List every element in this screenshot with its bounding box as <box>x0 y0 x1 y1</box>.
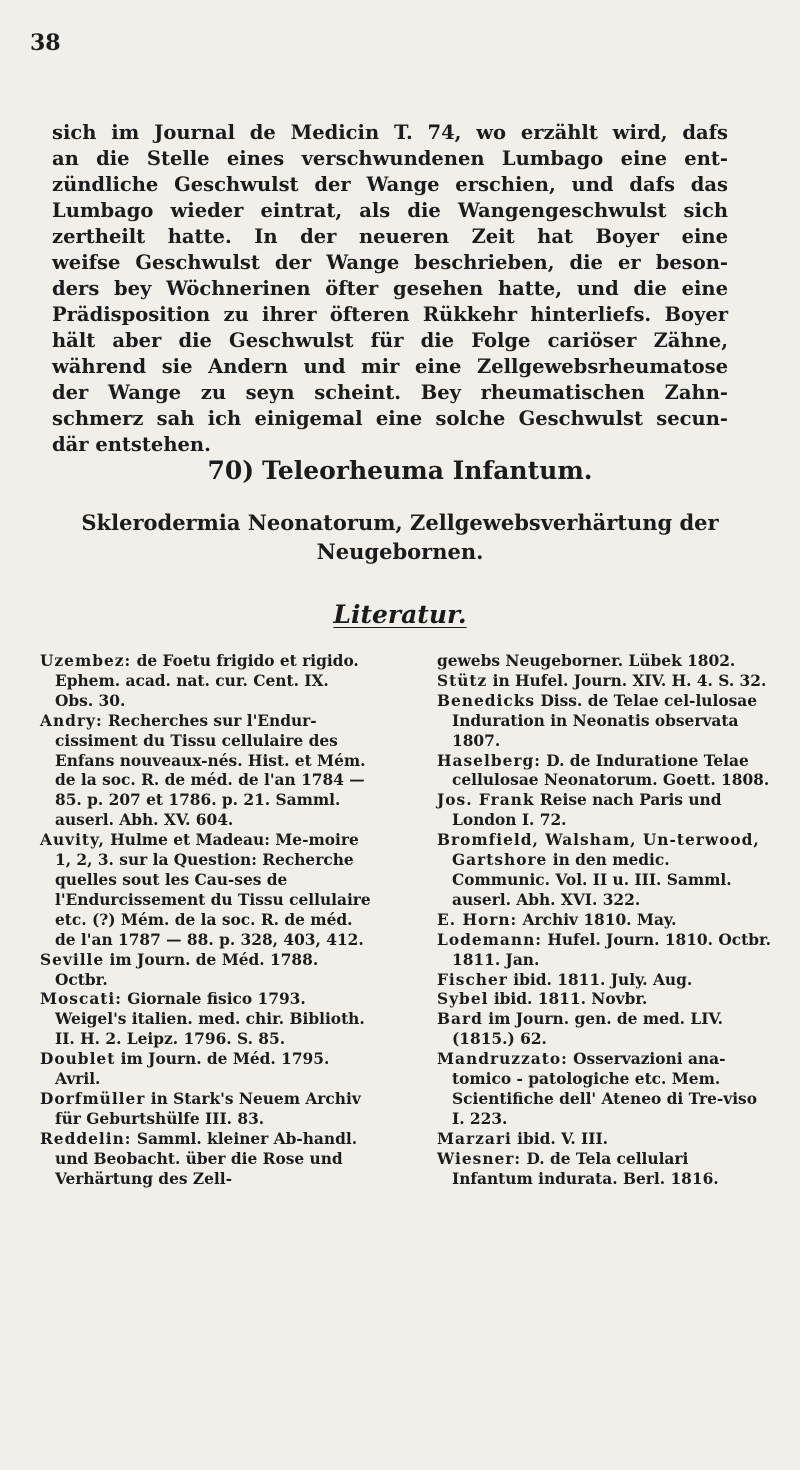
reference-entry <box>437 931 773 971</box>
body-line: Prädisposition zu ihrer öfteren Rükkehr hinterliefs. Boyer <box>52 303 728 326</box>
reference-entry <box>437 791 773 831</box>
reference-text: ibid. V. III. <box>511 1129 609 1148</box>
reference-text: Samml. kleiner Ab-handl. und Beobacht. über die Rose und Verhärtung des Zell- <box>55 1129 358 1188</box>
body-line: ders bey Wöchnerinen öfter gesehen hatte, und die eine <box>52 277 728 300</box>
reference-text: in den medic. Communic. Vol. II u. III. Samml. auserl. Abh. XVI. 322. <box>452 851 732 909</box>
section-title-text: Teleorheuma Infantum. <box>262 456 593 485</box>
literature-column-right <box>437 652 773 1189</box>
reference-entry <box>437 1050 773 1130</box>
reference-text: im Journ. de Méd. 1795. Avril. <box>55 1050 330 1089</box>
reference-text: Giornale fisico 1793. Weigel's italien. med. chir. Biblioth. II. H. 2. Leipz. 1796. S. 85. <box>55 990 365 1049</box>
reference-text: D. de Tela cellulari Infantum indurata. Berl. 1816. <box>452 1149 719 1188</box>
reference-text: Archiv 1810. May. <box>517 910 677 929</box>
reference-author: Fischer <box>437 970 508 989</box>
literature-column-left <box>40 652 372 1189</box>
body-line: där entstehen. <box>52 433 211 456</box>
reference-author: Stütz <box>437 671 488 690</box>
body-line: hält aber die Geschwulst für die Folge cariöser Zähne, <box>52 329 728 352</box>
reference-author: Dorfmüller <box>40 1089 146 1108</box>
reference-entry <box>437 911 773 931</box>
body-line: weifse Geschwulst der Wange beschrieben, die er beson- <box>52 251 728 274</box>
reference-author: Seville <box>40 950 105 969</box>
reference-text: in Hufel. Journ. XIV. H. 4. S. 32. <box>487 671 767 690</box>
body-line: zertheilt hatte. In der neueren Zeit hat Boyer eine <box>52 225 728 248</box>
reference-entry <box>437 1150 773 1190</box>
reference-text: de Foetu frigido et rigido. Ephem. acad. nat. cur. Cent. IX. Obs. 30. <box>55 652 359 710</box>
reference-entry <box>40 652 372 712</box>
reference-author: Wiesner: <box>437 1149 522 1168</box>
body-paragraph <box>52 120 728 458</box>
reference-entry <box>437 692 773 752</box>
reference-text: Reise nach Paris und London I. 72. <box>452 791 722 830</box>
subtitle-line: Sklerodermia Neonatorum, Zellgewebsverhärtung der <box>81 510 719 535</box>
reference-author: Auvity, <box>40 831 105 850</box>
reference-author: Mandruzzato: <box>437 1050 568 1069</box>
reference-entry <box>437 971 773 991</box>
reference-entry <box>40 951 372 991</box>
reference-text: ibid. 1811. July. Aug. <box>507 970 693 989</box>
reference-entry <box>437 1010 773 1050</box>
reference-entry <box>40 1090 372 1130</box>
reference-author: Reddelin: <box>40 1129 132 1148</box>
reference-entry <box>437 831 773 911</box>
reference-text: Osservazioni ana-tomico - patologiche etc. Mem. Scientifiche dell' Ateneo di Tre-viso I. 223. <box>452 1050 757 1128</box>
reference-text: in Stark's Neuem Archiv für Geburtshülfe III. 83. <box>55 1089 361 1128</box>
reference-author: Marzari <box>437 1129 512 1148</box>
reference-author: Bromfield, Walsham, Un-terwood, Gartshore <box>437 831 760 870</box>
reference-author: Uzembez: <box>40 652 132 670</box>
reference-text: Diss. de Telae cel-lulosae Induration in Neonatis observata 1807. <box>452 691 758 750</box>
reference-entry <box>437 990 773 1010</box>
body-line: an die Stelle eines verschwundenen Lumbago eine ent- <box>52 147 728 170</box>
body-line: zündliche Geschwulst der Wange erschien, und dafs das <box>52 173 728 196</box>
reference-entry <box>437 652 773 672</box>
reference-author: Sybel <box>437 990 489 1009</box>
reference-text: im Journ. de Méd. 1788. Octbr. <box>55 950 319 989</box>
section-title <box>0 456 800 485</box>
reference-entry <box>40 712 372 831</box>
body-line: während sie Andern und mir eine Zellgewebsrheumatose <box>52 355 728 378</box>
reference-text: D. de Induratione Telae cellulosae Neonatorum. Goett. 1808. <box>452 751 770 790</box>
subtitle-line: Neugebornen. <box>316 539 484 564</box>
reference-entry <box>40 831 372 950</box>
reference-entry <box>437 752 773 792</box>
reference-author: Benedicks <box>437 691 536 710</box>
reference-text: ibid. 1811. Novbr. <box>488 990 648 1009</box>
reference-author: Haselberg: <box>437 751 541 770</box>
body-line: sich im Journal de Medicin T. 74, wo erzählt wird, dafs <box>52 121 728 144</box>
section-number: 70) <box>207 456 255 485</box>
reference-text: Hulme et Madeau: Me-moire 1, 2, 3. sur la Question: Recherche quelles sout les Cau-ses de l'Endurcissement du Tissu cellulaire etc. (?) Mém. de la soc. R. de méd. de l'an 1787 — 88. p. 328, 403, 412. <box>55 831 371 949</box>
page-number: 38 <box>30 30 61 56</box>
reference-text: im Journ. gen. de med. LIV. (1815.) 62. <box>452 1010 724 1049</box>
reference-entry <box>40 1050 372 1090</box>
section-subtitle <box>40 508 760 566</box>
reference-text: Hufel. Journ. 1810. Octbr. 1811. Jan. <box>452 930 772 969</box>
reference-text: gewebs Neugeborner. Lübek 1802. <box>437 652 736 670</box>
reference-entry <box>40 1130 372 1190</box>
literature-heading: Literatur. <box>333 600 467 629</box>
reference-author: Doublet <box>40 1050 116 1069</box>
reference-author: Jos. Frank <box>437 791 535 810</box>
reference-author: E. Horn: <box>437 910 518 929</box>
reference-text: Recherches sur l'Endur-cissiment du Tissu cellulaire des Enfans nouveaux-nés. Hist. et Mém. de la soc. R. de méd. de l'an 1784 — 85. p. 207 et 1786. p. 21. Samml. auserl. Abh. XV. 604. <box>55 711 366 830</box>
reference-author: Lodemann: <box>437 930 542 949</box>
body-line: Lumbago wieder eintrat, als die Wangengeschwulst sich <box>52 199 728 222</box>
reference-author: Andry: <box>40 711 103 730</box>
reference-entry <box>437 1130 773 1150</box>
reference-entry <box>40 990 372 1050</box>
body-line: schmerz sah ich einigemal eine solche Geschwulst secun- <box>52 407 728 430</box>
reference-author: Moscati: <box>40 990 122 1009</box>
body-line: der Wange zu seyn scheint. Bey rheumatischen Zahn- <box>52 381 728 404</box>
reference-author: Bard <box>437 1010 483 1029</box>
reference-entry <box>437 672 773 692</box>
